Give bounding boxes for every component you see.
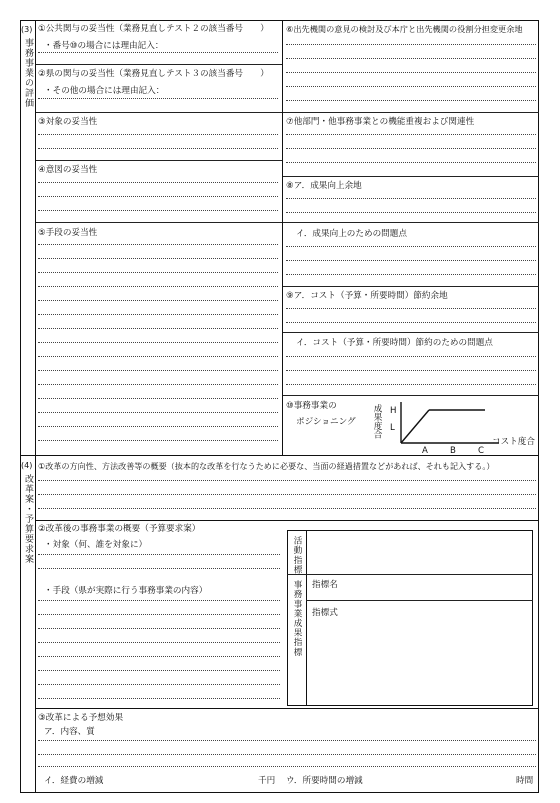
s4-cost-change-label: イ．経費の増減 <box>44 776 104 786</box>
ruled-line <box>38 342 278 343</box>
s4-item2-target: ・対象（何、誰を対象に） <box>44 540 148 550</box>
chart-curve-rise <box>401 410 429 443</box>
item-divider <box>36 222 282 223</box>
outcome-indicator-label: 事務事業成果指標 <box>292 580 302 657</box>
section4-number: (4) <box>21 461 33 470</box>
item8b-label: イ．成果向上のための問題点 <box>296 229 407 239</box>
ruled-line <box>286 162 536 163</box>
indicator-box-row-divider <box>287 574 533 575</box>
ruled-line <box>38 754 536 755</box>
ruled-line <box>38 182 278 183</box>
ruled-line <box>38 642 280 643</box>
ruled-line <box>38 272 278 273</box>
ruled-line <box>286 308 536 309</box>
ruled-line <box>38 398 278 399</box>
chart-y-tick-high: H <box>390 406 397 416</box>
ruled-line <box>286 72 536 73</box>
ruled-line <box>38 684 280 685</box>
ruled-line <box>38 614 280 615</box>
item-divider <box>36 160 282 161</box>
item3-label: ③対象の妥当性 <box>38 117 98 127</box>
ruled-line <box>38 134 278 135</box>
item6-label: ⑥出先機関の意見の検討及び本庁と出先機関の役割分担変更余地 <box>286 24 523 34</box>
ruled-line <box>38 52 278 53</box>
activity-indicator-label: 活動指標 <box>292 536 302 575</box>
ruled-line <box>38 766 536 767</box>
s4-time-change-unit: 時間 <box>516 776 534 786</box>
ruled-line <box>286 260 536 261</box>
ruled-line <box>38 600 280 601</box>
section3-number: (3) <box>21 25 33 34</box>
ruled-line <box>38 98 278 99</box>
item9b-label: イ．コスト（予算・所要時間）節約のための問題点 <box>296 338 493 348</box>
chart-y-tick-low: L <box>390 423 395 433</box>
ruled-line <box>286 384 536 385</box>
s4-time-change-label: ウ．所要時間の増減 <box>286 776 363 786</box>
ruled-line <box>38 286 278 287</box>
ruled-line <box>38 698 280 699</box>
ruled-line <box>38 568 280 569</box>
item7-label: ⑦他部門・他事務事業との機能重複および関連性 <box>286 117 475 127</box>
ruled-line <box>286 246 536 247</box>
ruled-line <box>38 670 280 671</box>
s4-item2-means: ・手段（県が実際に行う事務事業の内容） <box>44 586 208 596</box>
ruled-line <box>286 148 536 149</box>
item-divider <box>283 222 539 223</box>
ruled-line <box>286 370 536 371</box>
ruled-line <box>38 148 278 149</box>
chart-x-tick-b: B <box>450 446 456 456</box>
ruled-line <box>38 508 536 509</box>
ruled-line <box>38 328 278 329</box>
chart-x-tick-c: C <box>478 446 485 456</box>
indicator-box-row-divider <box>306 600 533 601</box>
positioning-chart <box>395 400 507 450</box>
ruled-line <box>38 412 278 413</box>
ruled-line <box>38 426 278 427</box>
item4-label: ④意図の妥当性 <box>38 165 98 175</box>
item2-note: ・その他の場合には理由記入： <box>44 86 165 96</box>
item-divider <box>283 112 539 113</box>
chart-x-tick-a: A <box>422 446 428 456</box>
s4-item2-label: ②改革後の事務事業の概要（予算要求案） <box>38 524 201 534</box>
item-divider <box>36 112 282 113</box>
item9a-label: ⑨ア．コスト（予算・所要時間）節約余地 <box>286 291 448 301</box>
item-divider <box>36 520 539 521</box>
s4-item3-content: ア．内容、質 <box>44 727 95 737</box>
ruled-line <box>38 258 278 259</box>
ruled-line <box>38 628 280 629</box>
item-divider <box>283 395 539 396</box>
item-divider <box>36 708 539 709</box>
ruled-line <box>38 554 280 555</box>
ruled-line <box>286 100 536 101</box>
item-divider <box>36 64 282 65</box>
ruled-line <box>286 356 536 357</box>
section4-title: 改革案・予算要求案 <box>23 474 33 564</box>
left-column-divider <box>35 20 36 793</box>
item-divider <box>283 286 539 287</box>
ruled-line <box>38 656 280 657</box>
ruled-line <box>38 384 278 385</box>
indicator-name-label: 指標名 <box>312 580 338 590</box>
indicator-box-divider <box>306 530 307 706</box>
chart-x-axis-label: コスト度合 <box>492 437 535 447</box>
item10-label-line1: ⑩事務事業の <box>286 401 337 411</box>
ruled-line <box>38 494 536 495</box>
s4-item1-label: ①改革の方向性、方法改善等の概要（抜本的な改革を行なうために必要な、当面の経過措置などがあれば、それも記入する。） <box>38 461 495 471</box>
ruled-line <box>286 44 536 45</box>
item5-label: ⑤手段の妥当性 <box>38 228 98 238</box>
section3-title: 事務事業の評価 <box>23 38 33 108</box>
ruled-line <box>286 134 536 135</box>
item1-note: ・番号⑩の場合には理由記入： <box>44 41 164 51</box>
s4-cost-change-unit: 千円 <box>258 776 276 786</box>
section3-middle-divider <box>282 20 283 455</box>
item1-label: ①公共関与の妥当性（業務見直しテスト２の該当番号 ） <box>38 24 269 34</box>
ruled-line <box>286 212 536 213</box>
ruled-line <box>286 322 536 323</box>
ruled-line <box>38 300 278 301</box>
ruled-line <box>286 58 536 59</box>
ruled-line <box>38 356 278 357</box>
ruled-line <box>38 244 278 245</box>
ruled-line <box>38 740 536 741</box>
indicator-formula-label: 指標式 <box>312 608 338 618</box>
ruled-line <box>286 274 536 275</box>
ruled-line <box>38 196 278 197</box>
item2-label: ②県の関与の妥当性（業務見直しテスト３の該当番号 ） <box>38 69 269 79</box>
ruled-line <box>38 370 278 371</box>
item8a-label: ⑧ア．成果向上余地 <box>286 181 362 191</box>
ruled-line <box>38 440 278 441</box>
s4-item3-label: ③改革による予想効果 <box>38 713 124 723</box>
item-divider <box>283 332 539 333</box>
ruled-line <box>38 210 278 211</box>
chart-y-axis-label: 成果度合 <box>372 404 382 439</box>
item-divider <box>283 176 539 177</box>
ruled-line <box>286 198 536 199</box>
item10-label-line2: ポジショニング <box>296 417 356 427</box>
ruled-line <box>38 314 278 315</box>
ruled-line <box>38 480 536 481</box>
section-divider <box>20 455 539 456</box>
ruled-line <box>286 86 536 87</box>
